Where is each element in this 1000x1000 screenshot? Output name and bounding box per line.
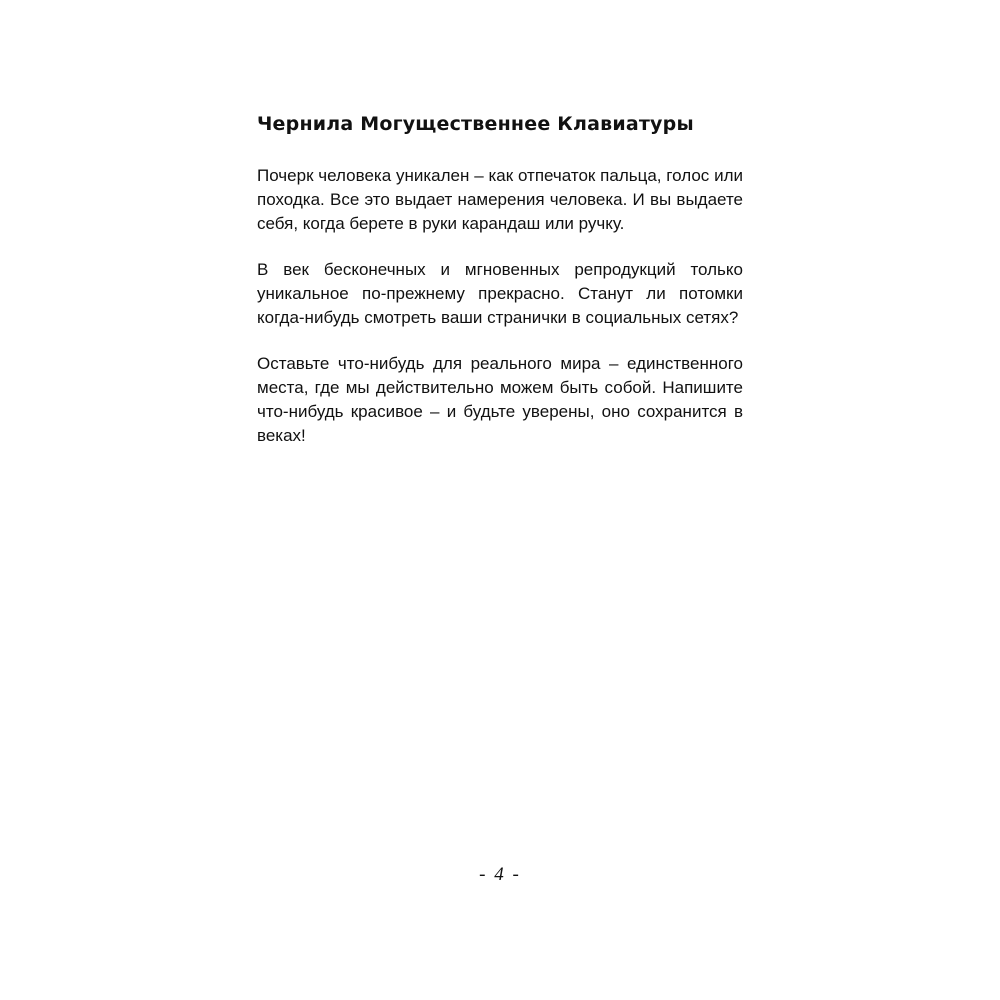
paragraph-3: Оставьте что-нибудь для реального мира – единственного места, где мы действительно можем быть собой. Напишите что-нибудь красивое – и будьте уверены, оно сохранится в веках! xyxy=(257,354,743,445)
page-title: Чернила Могущественнее Клавиатуры xyxy=(257,113,694,135)
page-content xyxy=(257,106,743,470)
paragraph-1: Почерк человека уникален – как отпечаток пальца, голос или походка. Все это выдает намерения человека. И вы выдаете себя, когда берете в руки карандаш или ручку. xyxy=(257,166,743,233)
paragraph-2: В век бесконечных и мгновенных репродукций только уникальное по-прежнему прекрасно. Станут ли потомки когда-нибудь смотреть ваши странички в социальных сетях? xyxy=(257,260,743,327)
page-number: - 4 - xyxy=(479,864,521,885)
